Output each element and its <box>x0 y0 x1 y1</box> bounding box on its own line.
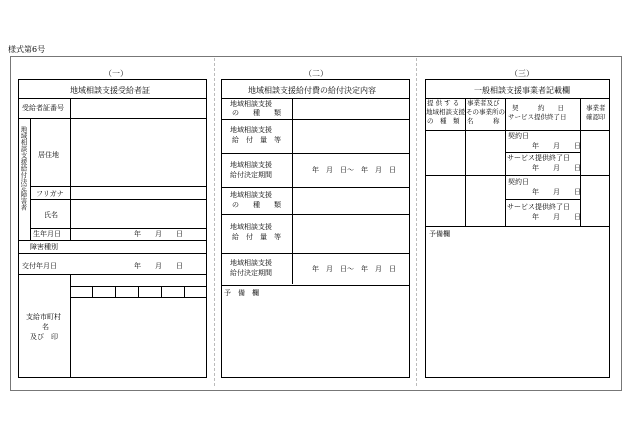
service-kind-label-1b: 地域相談支援 <box>230 191 272 199</box>
contract-date-value-b: 年 月 日 <box>532 188 581 196</box>
address-label: 居住地 <box>38 151 59 159</box>
benefit-amount-label-1: 地域相談支援 <box>230 126 272 134</box>
municipality-label-1: 支給市町村 <box>26 313 61 321</box>
confirmation-header-1: 事業者 <box>586 104 606 112</box>
service-kind-label-2: の 種 類 <box>232 109 281 117</box>
service-kind-label-2b: の 種 類 <box>232 201 281 209</box>
decision-period-value-b: 年 月 日〜 年 月 日 <box>312 265 396 273</box>
divider <box>221 214 410 215</box>
decision-period-label-2b: 給付決定期間 <box>230 269 272 277</box>
provider-header-3: 名 称 <box>467 117 500 125</box>
name-label: 氏名 <box>44 211 58 219</box>
provider-header-1: 事業者及び <box>467 99 500 107</box>
divider <box>30 228 207 229</box>
service-kind-label-1: 地域相談支援 <box>230 100 272 108</box>
panel-separator <box>214 58 215 386</box>
divider <box>92 286 93 298</box>
issue-date-value: 年 月 日 <box>134 262 183 270</box>
divider <box>505 98 506 226</box>
divider <box>18 118 207 119</box>
contract-date-label: 契約日 <box>508 132 529 140</box>
divider <box>425 175 610 176</box>
divider <box>138 286 139 298</box>
contract-date-label-b: 契約日 <box>508 178 529 186</box>
divider <box>18 253 207 254</box>
divider <box>30 199 207 200</box>
issue-date-label: 交付年月日 <box>22 262 57 270</box>
divider <box>184 286 185 298</box>
provider-header-2: その事業所の <box>466 108 505 116</box>
form-number: 様式第6号 <box>8 45 46 54</box>
municipality-label-3: 及び 印 <box>30 333 58 341</box>
divider <box>18 240 207 241</box>
service-type-header-1: 提 供 す る <box>427 99 460 107</box>
service-end-value-b: 年 月 日 <box>532 213 581 221</box>
benefit-amount-label-2: 給 付 量 等 <box>232 136 281 144</box>
section-one-heading: （一） <box>104 69 128 78</box>
furigana-label: フリガナ <box>36 190 64 198</box>
birth-date-label: 生年月日 <box>33 230 61 238</box>
service-end-label-b: サービス提供終了日 <box>507 203 570 211</box>
service-type-header-3: の 種 類 <box>427 117 460 125</box>
divider <box>18 98 207 99</box>
beneficiary-side-label: 地域相談支援給付決定障害者 <box>19 126 28 211</box>
decision-period-value: 年 月 日〜 年 月 日 <box>312 166 396 174</box>
decision-period-label-2: 給付決定期間 <box>230 171 272 179</box>
divider <box>221 187 410 188</box>
contract-header-2: サービス提供終了日 <box>508 113 567 121</box>
divider <box>292 98 293 284</box>
service-end-label: サービス提供終了日 <box>507 154 570 162</box>
divider <box>505 199 580 200</box>
panel-separator <box>416 58 417 386</box>
confirmation-header-2: 確認印 <box>586 113 606 121</box>
disability-type-label: 障害種別 <box>30 243 58 251</box>
certificate-number-label: 受給者証番号 <box>22 104 64 112</box>
divider <box>70 98 71 118</box>
divider <box>425 130 610 131</box>
divider <box>221 153 410 154</box>
service-type-header-2: 地域相談支援 <box>426 108 465 116</box>
section-three-heading: （三） <box>510 69 534 78</box>
benefit-amount-label-2b: 給 付 量 等 <box>232 233 281 241</box>
notes-label: 予 備 欄 <box>224 289 259 297</box>
divider <box>221 285 410 286</box>
birth-date-value: 年 月 日 <box>134 230 183 238</box>
divider <box>115 286 116 298</box>
municipality-label-2: 名 <box>42 323 49 331</box>
divider <box>30 186 207 187</box>
benefit-decision-title: 地域相談支援給付費の給付決定内容 <box>248 86 376 95</box>
divider <box>18 274 207 275</box>
divider <box>425 226 610 227</box>
divider <box>161 286 162 298</box>
section-two-heading: （二） <box>304 69 328 78</box>
divider <box>30 118 31 240</box>
service-end-value: 年 月 日 <box>532 164 581 172</box>
divider <box>221 119 410 120</box>
divider <box>221 98 410 99</box>
benefit-amount-label-1b: 地域相談支援 <box>230 223 272 231</box>
divider <box>221 253 410 254</box>
contract-date-value: 年 月 日 <box>532 142 581 150</box>
certificate-title: 地域相談支援受給者証 <box>70 86 150 95</box>
divider <box>70 118 71 240</box>
provider-notes-label: 予備欄 <box>429 230 450 238</box>
divider <box>465 98 466 226</box>
decision-period-label-1b: 地域相談支援 <box>230 259 272 267</box>
divider <box>505 152 580 153</box>
contract-header-1: 契 約 日 <box>512 104 564 112</box>
divider <box>580 98 581 226</box>
provider-record-title: 一般相談支援事業者記載欄 <box>474 86 570 95</box>
decision-period-label-1: 地域相談支援 <box>230 161 272 169</box>
